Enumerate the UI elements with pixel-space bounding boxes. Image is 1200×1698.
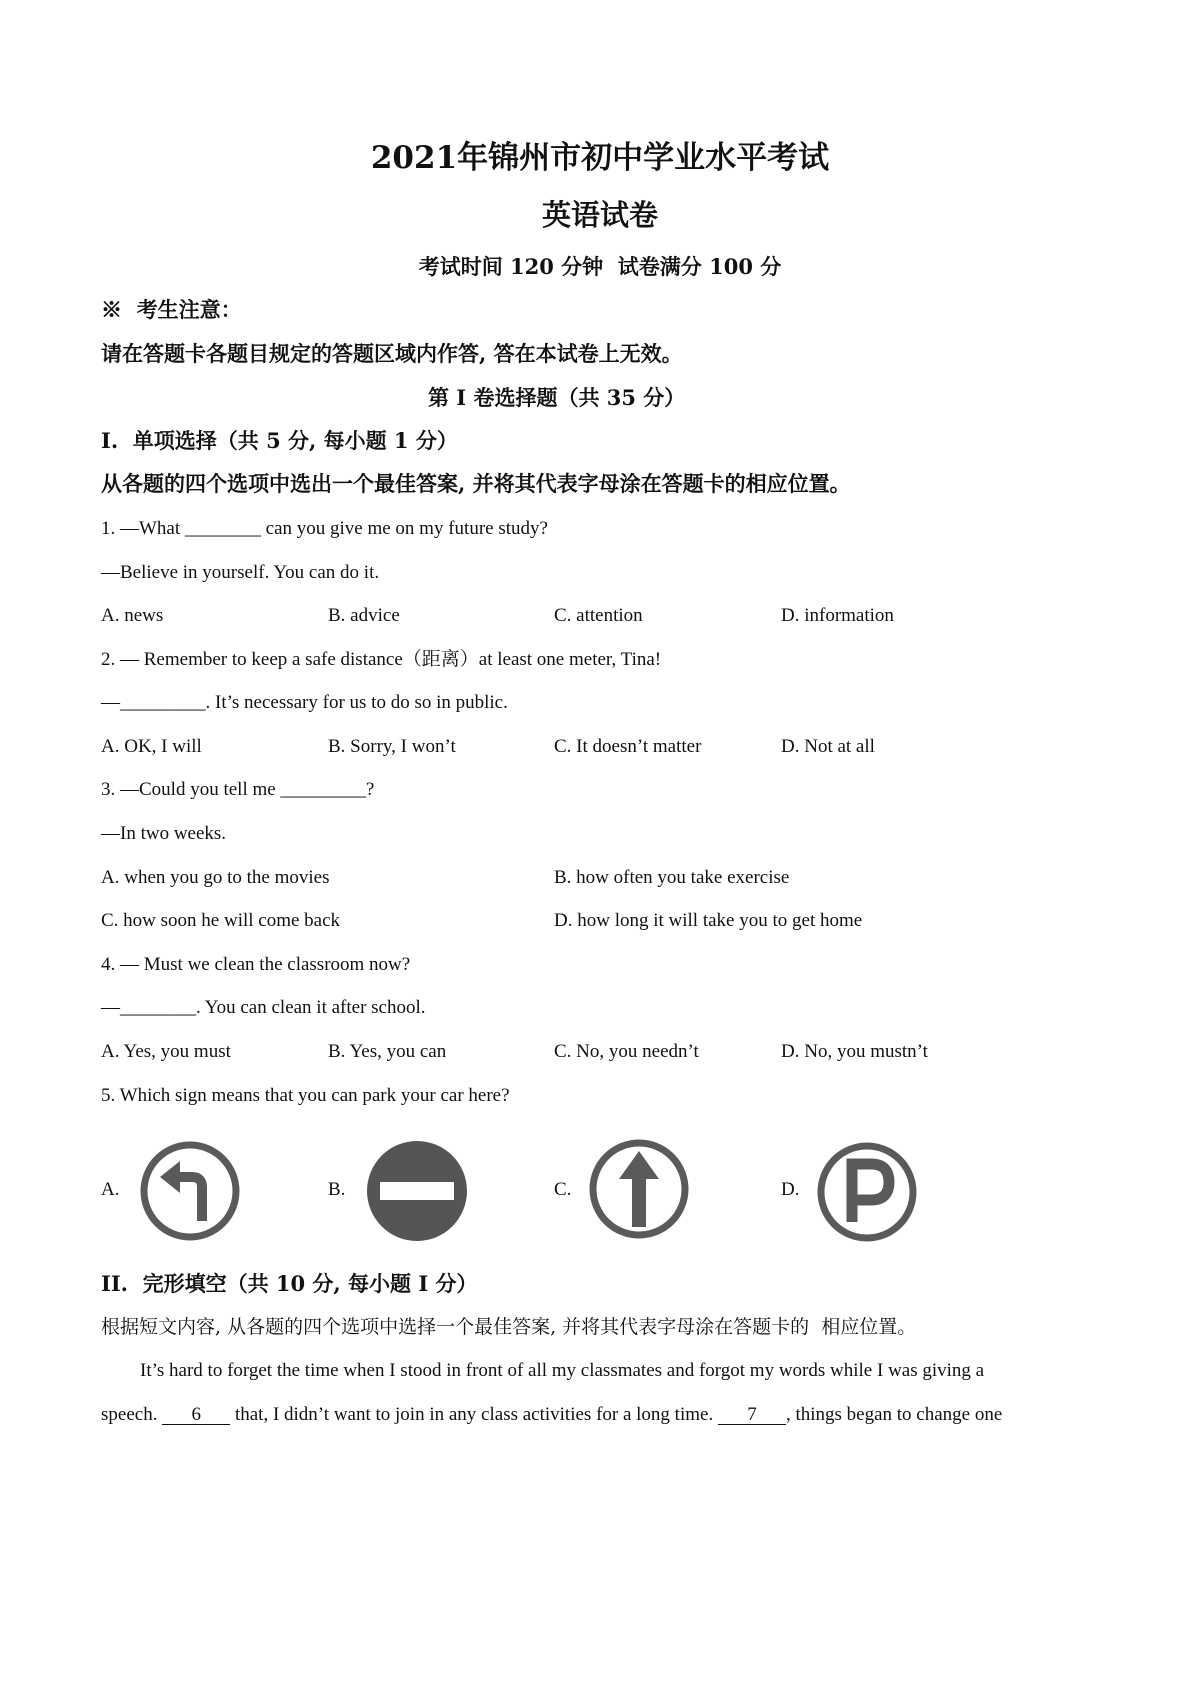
q1-option-a: A. news bbox=[101, 605, 164, 626]
q2-option-b: B. Sorry, I won’t bbox=[328, 736, 456, 757]
q4-option-d: D. No, you mustn’t bbox=[781, 1041, 928, 1062]
notice-text: 请在答题卡各题目规定的答题区域内作答, 答在本试卷上无效。 bbox=[101, 341, 683, 366]
q5-option-c: C. bbox=[554, 1179, 572, 1200]
passage-text: speech. bbox=[101, 1404, 163, 1425]
part-title: 第 I 卷选择题（共 35 分） bbox=[428, 385, 686, 410]
q5-option-b: B. bbox=[328, 1179, 346, 1200]
question-3-reply: —In two weeks. bbox=[101, 823, 227, 844]
exam-subject: 英语试卷 bbox=[541, 198, 658, 232]
section2-instruction: 根据短文内容, 从各题的四个选项中选择一个最佳答案, 并将其代表字母涂在答题卡的 相应位置。 bbox=[101, 1316, 917, 1338]
passage-line-2 bbox=[101, 1405, 1002, 1425]
question-4-prompt: 4. — Must we clean the classroom now? bbox=[101, 954, 411, 975]
q3-option-b: B. how often you take exercise bbox=[554, 867, 790, 888]
q3-option-a: A. when you go to the movies bbox=[101, 867, 330, 888]
question-3-prompt: 3. —Could you tell me _________? bbox=[101, 779, 375, 800]
q2-option-a: A. OK, I will bbox=[101, 736, 202, 757]
q5-option-a: A. bbox=[101, 1179, 120, 1200]
passage-text: , things began to change one bbox=[785, 1404, 1003, 1425]
passage-line-1: It’s hard to forget the time when I stood in front of all my classmates and forgot my words while I was giving a bbox=[140, 1360, 985, 1381]
section2-heading: II. 完形填空（共 10 分, 每小题 I 分） bbox=[101, 1271, 478, 1296]
question-5-prompt: 5. Which sign means that you can park your car here? bbox=[101, 1085, 510, 1106]
q3-option-c: C. how soon he will come back bbox=[101, 910, 341, 931]
blank-6: 6 bbox=[162, 1405, 230, 1425]
blank-7: 7 bbox=[718, 1405, 786, 1425]
section1-heading: I. 单项选择（共 5 分, 每小题 1 分） bbox=[101, 428, 458, 453]
question-4-reply: —________. You can clean it after school. bbox=[101, 997, 426, 1018]
q1-option-d: D. information bbox=[781, 605, 894, 626]
q4-option-b: B. Yes, you can bbox=[328, 1041, 447, 1062]
q2-option-d: D. Not at all bbox=[781, 736, 875, 757]
q4-option-c: C. No, you needn’t bbox=[554, 1041, 699, 1062]
turn-left-arrow-icon bbox=[138, 1139, 242, 1243]
q1-option-b: B. advice bbox=[328, 605, 400, 626]
question-2-prompt: 2. — Remember to keep a safe distance（距离）at least one meter, Tina! bbox=[101, 649, 662, 670]
section1-instruction: 从各题的四个选项中选出一个最佳答案, 并将其代表字母涂在答题卡的相应位置。 bbox=[101, 471, 851, 496]
question-2-reply: —_________. It’s necessary for us to do so in public. bbox=[101, 692, 508, 713]
passage-text: that, I didn’t want to join in any class activities for a long time. bbox=[230, 1404, 718, 1425]
q4-option-a: A. Yes, you must bbox=[101, 1041, 231, 1062]
no-entry-icon bbox=[364, 1138, 470, 1244]
parking-icon bbox=[815, 1140, 919, 1244]
q5-option-d: D. bbox=[781, 1179, 800, 1200]
q3-option-d: D. how long it will take you to get home bbox=[554, 910, 863, 931]
exam-title: 2021年锦州市初中学业水平考试 bbox=[370, 140, 830, 176]
q1-option-c: C. attention bbox=[554, 605, 643, 626]
exam-info: 考试时间 120 分钟 试卷满分 100 分 bbox=[418, 254, 782, 279]
q2-option-c: C. It doesn’t matter bbox=[554, 736, 702, 757]
notice-label: ※ 考生注意： bbox=[101, 297, 242, 322]
straight-arrow-icon bbox=[587, 1137, 691, 1241]
question-1-reply: —Believe in yourself. You can do it. bbox=[101, 562, 380, 583]
question-1-prompt: 1. —What ________ can you give me on my future study? bbox=[101, 518, 548, 539]
